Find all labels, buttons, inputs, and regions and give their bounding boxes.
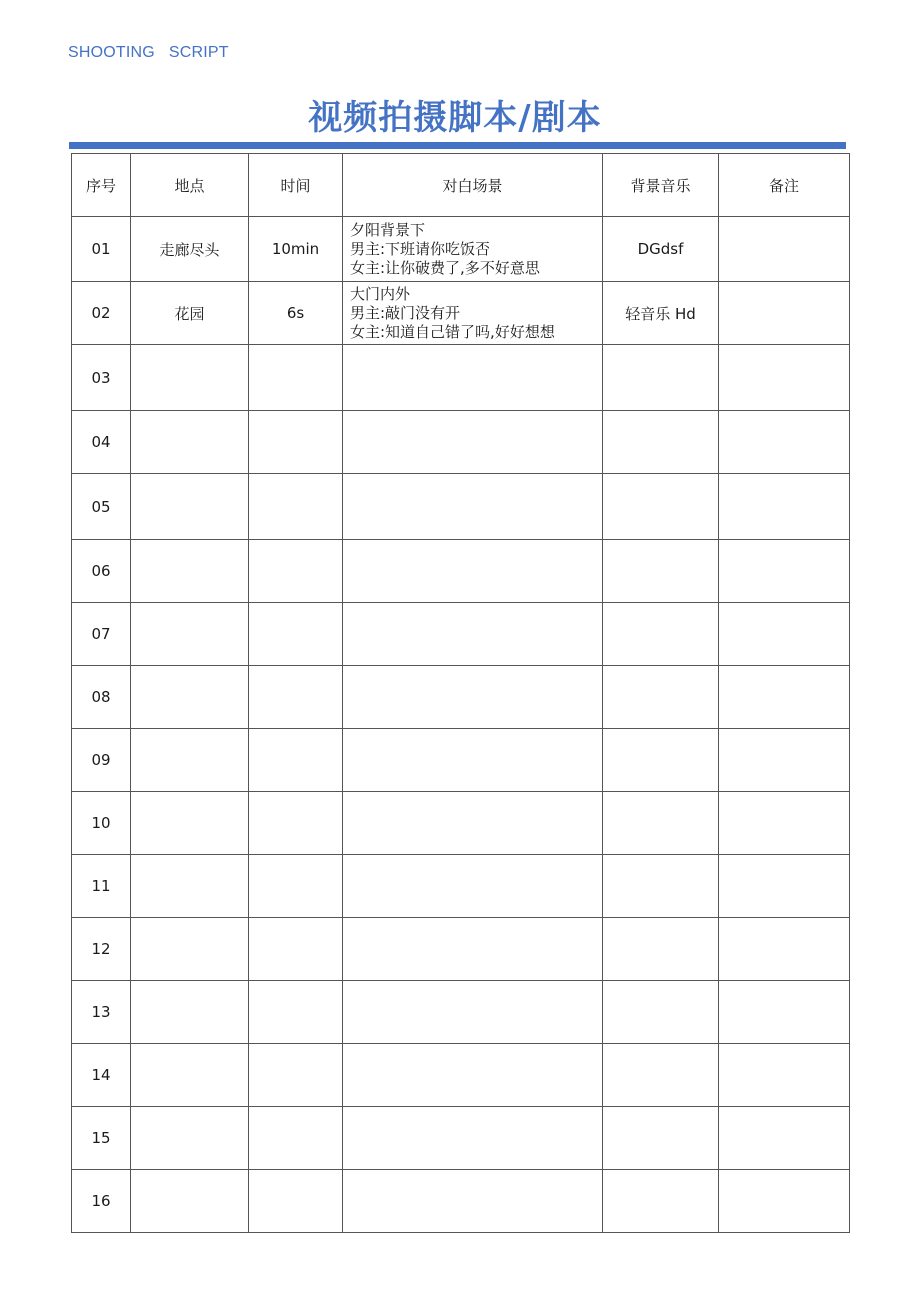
cell-dialog: [343, 411, 603, 474]
cell-dialog: [343, 729, 603, 792]
cell-note: [719, 540, 850, 603]
table-row: [72, 217, 850, 282]
cell-place: [131, 981, 249, 1044]
cell-music: [603, 729, 719, 792]
table-row: [72, 1107, 850, 1170]
cell-time: [249, 855, 343, 918]
table-row: [72, 540, 850, 603]
cell-no: 12: [72, 918, 131, 981]
cell-place: [131, 1044, 249, 1107]
cell-no: 13: [72, 981, 131, 1044]
cell-time: [249, 540, 343, 603]
cell-dialog: [343, 217, 603, 282]
table-row: [72, 1044, 850, 1107]
table-row: [72, 729, 850, 792]
cell-no: 15: [72, 1107, 131, 1170]
cell-music: [603, 855, 719, 918]
cell-dialog: [343, 282, 603, 345]
cell-dialog: [343, 603, 603, 666]
table-body: [72, 217, 850, 1233]
dialog-line: 女主:让你破费了,多不好意思: [350, 258, 540, 277]
cell-dialog: [343, 474, 603, 540]
cell-time: 10min: [249, 217, 343, 282]
table-row: [72, 792, 850, 855]
column-header-music: 背景音乐: [603, 154, 719, 217]
cell-music: [603, 411, 719, 474]
cell-note: [719, 666, 850, 729]
cell-dialog: [343, 918, 603, 981]
cell-dialog: [343, 540, 603, 603]
cell-time: [249, 918, 343, 981]
cell-note: [719, 474, 850, 540]
cell-note: [719, 1044, 850, 1107]
table-row: [72, 282, 850, 345]
dialog-line: 女主:知道自己错了吗,好好想想: [350, 322, 555, 341]
dialog-line: 大门内外: [350, 284, 411, 303]
table-row: [72, 981, 850, 1044]
column-header-no: 序号: [72, 154, 131, 217]
cell-place: [131, 603, 249, 666]
header-label: SHOOTING SCRIPT: [68, 44, 229, 61]
cell-time: [249, 474, 343, 540]
cell-music: [603, 603, 719, 666]
cell-music: [603, 981, 719, 1044]
cell-music: [603, 345, 719, 411]
column-header-place: 地点: [131, 154, 249, 217]
cell-place: [131, 918, 249, 981]
table-row: [72, 1170, 850, 1233]
cell-note: [719, 729, 850, 792]
cell-time: [249, 411, 343, 474]
cell-note: [719, 981, 850, 1044]
cell-no: 08: [72, 666, 131, 729]
cell-no: 09: [72, 729, 131, 792]
cell-note: [719, 855, 850, 918]
table-row: [72, 411, 850, 474]
cell-music: DGdsf: [603, 217, 719, 282]
cell-time: [249, 666, 343, 729]
column-header-time: 时间: [249, 154, 343, 217]
cell-music: [603, 540, 719, 603]
dialog-line: 夕阳背景下: [350, 220, 426, 239]
cell-dialog: [343, 666, 603, 729]
table-row: [72, 918, 850, 981]
cell-music: [603, 474, 719, 540]
cell-time: 6s: [249, 282, 343, 345]
cell-no: 11: [72, 855, 131, 918]
cell-no: 16: [72, 1170, 131, 1233]
cell-dialog: [343, 855, 603, 918]
cell-time: [249, 1044, 343, 1107]
cell-no: 03: [72, 345, 131, 411]
cell-note: [719, 1107, 850, 1170]
cell-dialog: [343, 345, 603, 411]
column-header-dialog: 对白场景: [343, 154, 603, 217]
cell-note: [719, 411, 850, 474]
cell-time: [249, 792, 343, 855]
cell-music: 轻音乐 Hd: [603, 282, 719, 345]
cell-place: 花园: [131, 282, 249, 345]
cell-music: [603, 1170, 719, 1233]
cell-no: 14: [72, 1044, 131, 1107]
dialog-line: 男主:敲门没有开: [350, 303, 461, 322]
cell-no: 01: [72, 217, 131, 282]
cell-note: [719, 792, 850, 855]
cell-place: [131, 345, 249, 411]
cell-music: [603, 666, 719, 729]
cell-note: [719, 1170, 850, 1233]
cell-place: [131, 792, 249, 855]
table-row: [72, 666, 850, 729]
cell-time: [249, 345, 343, 411]
cell-note: [719, 918, 850, 981]
dialog-line: 男主:下班请你吃饭否: [350, 239, 491, 258]
cell-place: [131, 666, 249, 729]
table-row: [72, 345, 850, 411]
cell-place: [131, 474, 249, 540]
cell-place: [131, 540, 249, 603]
cell-no: 05: [72, 474, 131, 540]
cell-dialog: [343, 1170, 603, 1233]
table-row: [72, 474, 850, 540]
cell-no: 06: [72, 540, 131, 603]
column-header-note: 备注: [719, 154, 850, 217]
cell-dialog: [343, 1107, 603, 1170]
cell-music: [603, 918, 719, 981]
cell-time: [249, 729, 343, 792]
cell-place: [131, 855, 249, 918]
table-row: [72, 855, 850, 918]
title-divider: [69, 142, 846, 149]
cell-dialog: [343, 1044, 603, 1107]
cell-place: 走廊尽头: [131, 217, 249, 282]
cell-no: 04: [72, 411, 131, 474]
table-row: [72, 603, 850, 666]
cell-note: [719, 345, 850, 411]
cell-time: [249, 1170, 343, 1233]
table-header-row: [72, 154, 850, 217]
cell-time: [249, 1107, 343, 1170]
cell-note: [719, 282, 850, 345]
cell-note: [719, 217, 850, 282]
cell-time: [249, 981, 343, 1044]
cell-no: 07: [72, 603, 131, 666]
cell-music: [603, 792, 719, 855]
cell-music: [603, 1107, 719, 1170]
script-table: [71, 153, 850, 1233]
cell-dialog: [343, 792, 603, 855]
cell-place: [131, 1170, 249, 1233]
cell-place: [131, 411, 249, 474]
document-title: 视频拍摄脚本/剧本: [308, 98, 602, 138]
cell-place: [131, 1107, 249, 1170]
cell-no: 02: [72, 282, 131, 345]
cell-dialog: [343, 981, 603, 1044]
cell-time: [249, 603, 343, 666]
cell-music: [603, 1044, 719, 1107]
cell-note: [719, 603, 850, 666]
cell-place: [131, 729, 249, 792]
cell-no: 10: [72, 792, 131, 855]
